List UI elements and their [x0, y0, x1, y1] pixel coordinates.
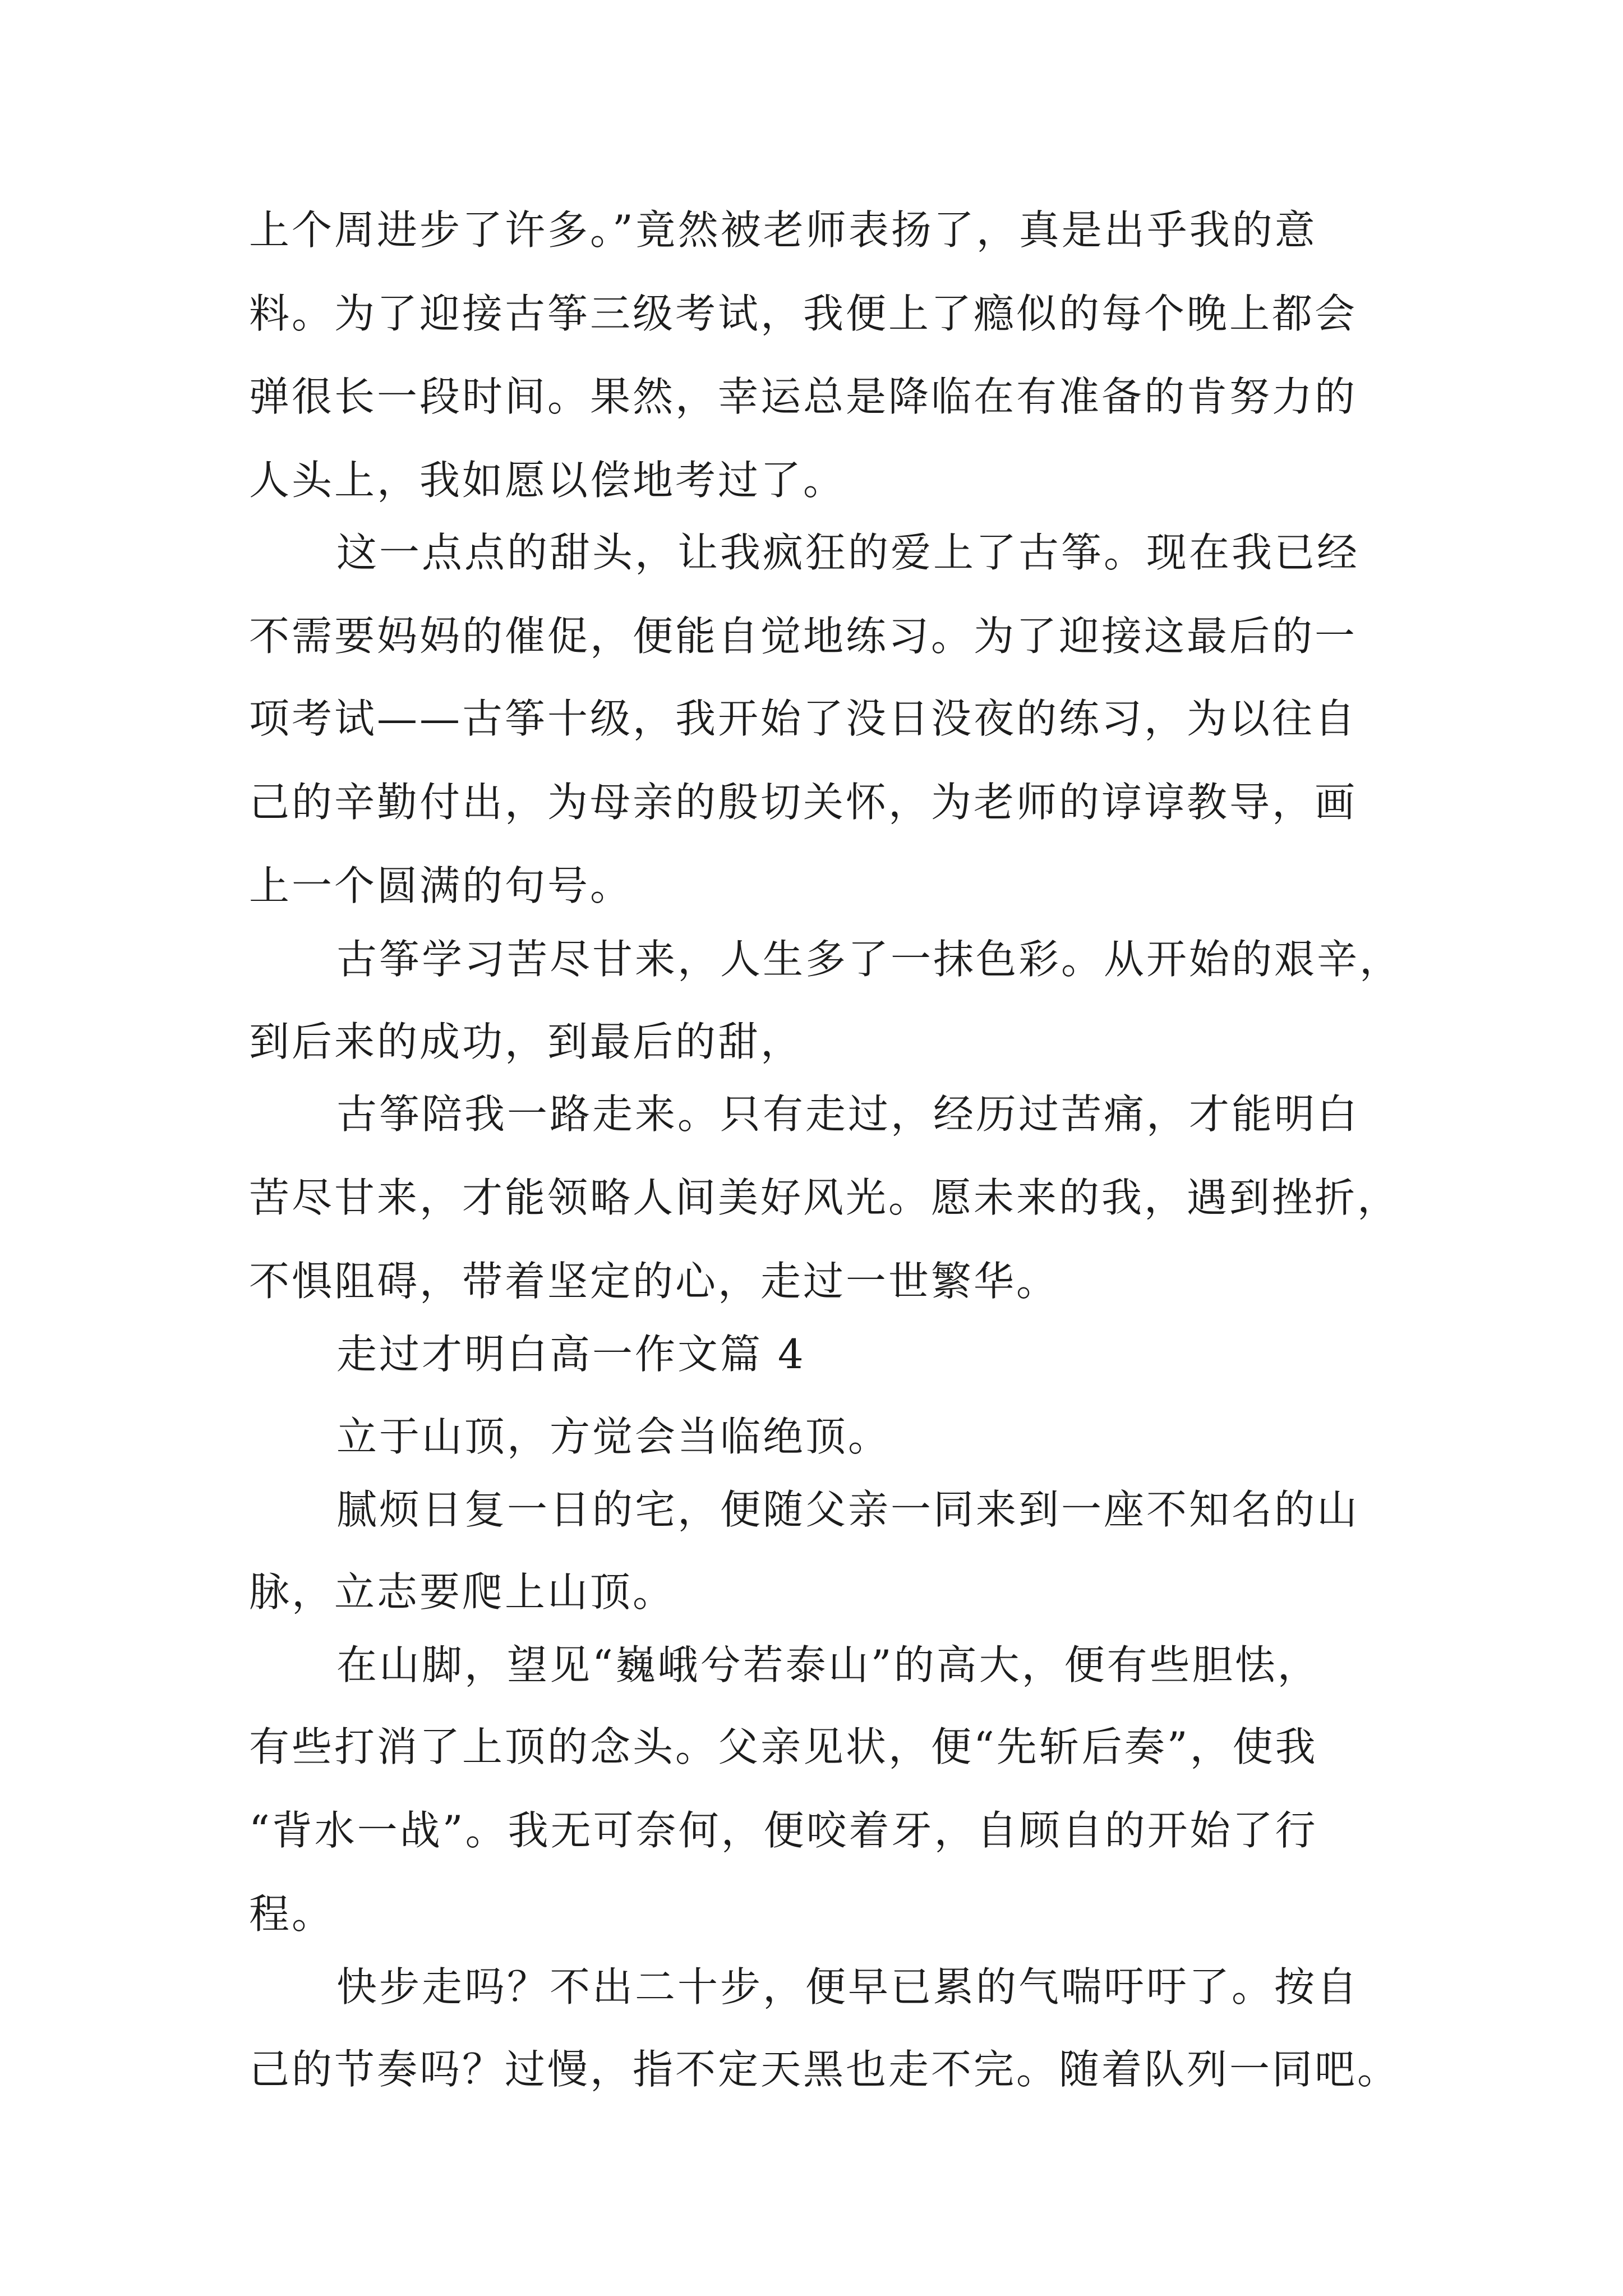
text-line: 己的节奏吗？过慢，指不定天黑也走不完。随着队列一同吧。	[249, 2046, 1400, 2093]
text-line: “背水一战”。我无可奈何，便咬着牙，自顾自的开始了行	[249, 1807, 1318, 1854]
paragraph-first-line: 古筝陪我一路走来。只有走过，经历过苦痛，才能明白	[336, 1091, 1360, 1138]
text-line: 不惧阻碍，带着坚定的心，走过一世繁华。	[249, 1258, 1059, 1305]
paragraph-first-line: 这一点点的甜头，让我疯狂的爱上了古筝。现在我已经	[336, 529, 1360, 576]
paragraph-first-line: 快步走吗？不出二十步，便早已累的气喘吁吁了。按自	[336, 1963, 1360, 2010]
text-line: 弹很长一段时间。果然，幸运总是降临在有准备的肯努力的	[249, 373, 1358, 420]
text-line: 到后来的成功，到最后的甜，	[249, 1018, 804, 1065]
text-line: 不需要妈妈的催促，便能自觉地练习。为了迎接这最后的一	[249, 613, 1358, 660]
text-line: 脉，立志要爬上山顶。	[249, 1568, 676, 1616]
text-line: 上个周进步了许多。”竟然被老师表扬了，真是出乎我的意	[249, 206, 1317, 254]
text-line: 人头上，我如愿以偿地考过了。	[249, 457, 846, 504]
text-line: 料。为了迎接古筝三级考试，我便上了瘾似的每个晚上都会	[249, 290, 1358, 337]
text-line: 己的辛勤付出，为母亲的殷切关怀，为老师的谆谆教导，画	[249, 779, 1358, 826]
section-heading: 走过才明白高一作文篇 4	[336, 1331, 806, 1378]
paragraph-first-line: 腻烦日复一日的宅，便随父亲一同来到一座不知名的山	[336, 1486, 1360, 1533]
text-line: 程。	[249, 1890, 335, 1938]
text-line: 上一个圆满的句号。	[249, 862, 633, 909]
paragraph-first-line: 立于山顶，方觉会当临绝顶。	[336, 1413, 891, 1460]
text-line: 苦尽甘来，才能领略人间美好风光。愿未来的我，遇到挫折，	[249, 1174, 1400, 1221]
text-line: 项考试——古筝十级，我开始了没日没夜的练习，为以往自	[249, 695, 1358, 742]
paragraph-first-line: 在山脚，望见“巍峨兮若泰山”的高大，便有些胆怯，	[336, 1641, 1320, 1688]
text-line: 有些打消了上顶的念头。父亲见状，便“先斩后奏”，使我	[249, 1723, 1318, 1770]
paragraph-first-line: 古筝学习苦尽甘来，人生多了一抹色彩。从开始的艰辛，	[336, 936, 1403, 983]
